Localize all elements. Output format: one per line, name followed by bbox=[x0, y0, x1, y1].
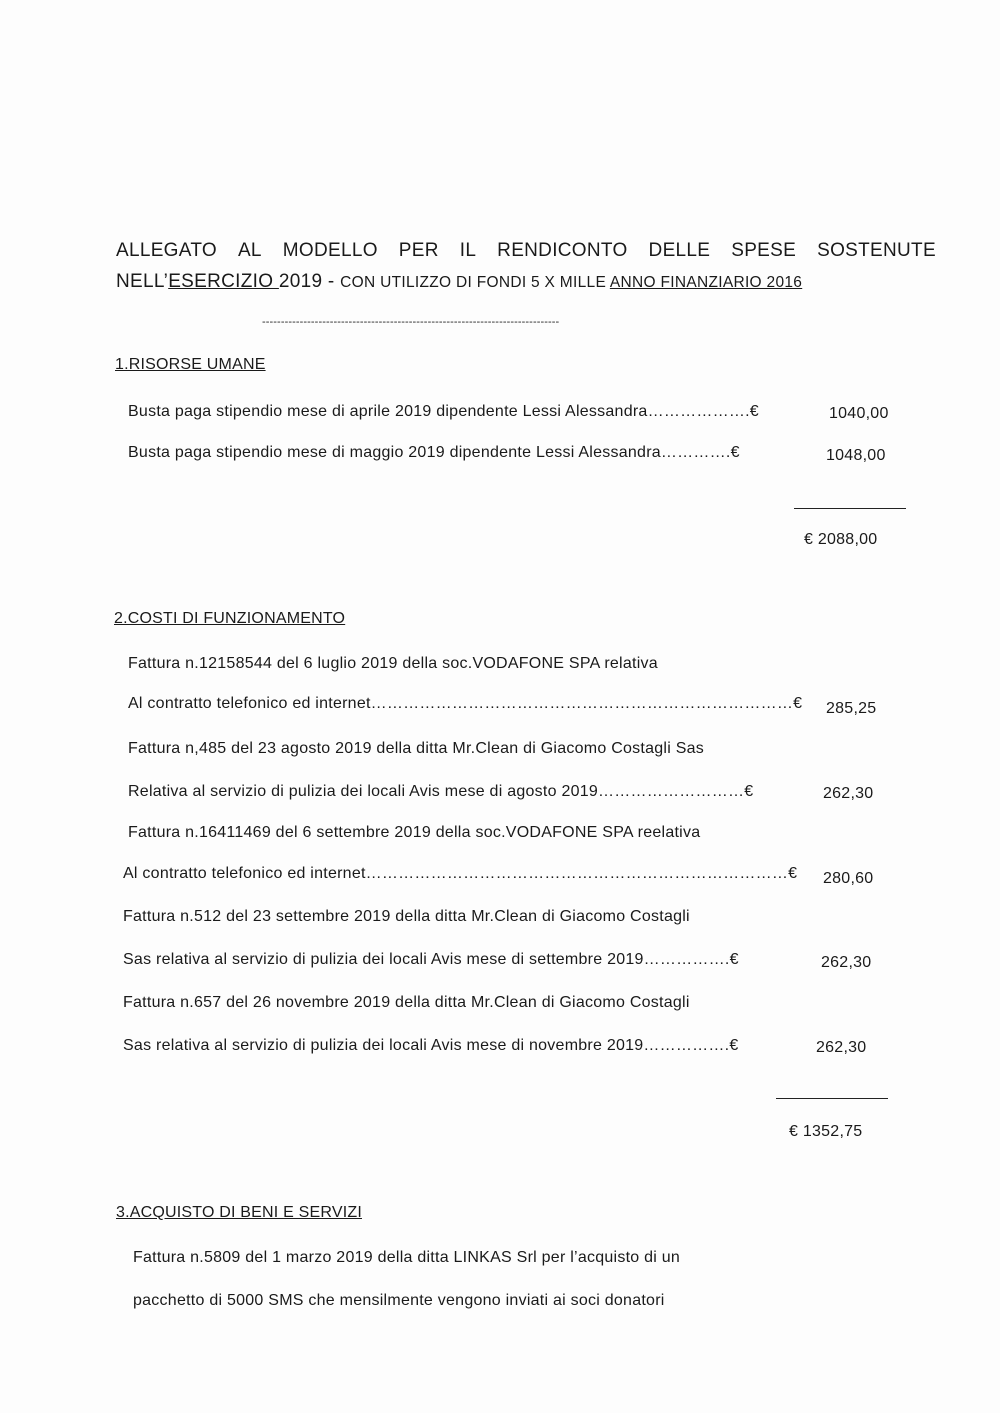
line-item: Fattura n.512 del 23 settembre 2019 della ditta Mr.Clean di Giacomo Costagli bbox=[123, 908, 690, 925]
line-item: Al contratto telefonico ed internet……………………………………………………………………€ bbox=[123, 865, 798, 882]
document-title-line-2 bbox=[116, 271, 802, 293]
line-amount: 1040,00 bbox=[829, 405, 889, 422]
title-prefix: NELL’ bbox=[116, 271, 169, 292]
title-word: AL bbox=[237, 240, 262, 261]
title-word: IL bbox=[459, 240, 477, 261]
title-word: SPESE bbox=[731, 240, 797, 261]
line-amount: 280,60 bbox=[823, 870, 874, 887]
line-item: pacchetto di 5000 SMS che mensilmente vengono inviati ai soci donatori bbox=[133, 1292, 665, 1309]
line-item: Sas relativa al servizio di pulizia dei locali Avis mese di novembre 2019…………….€ bbox=[123, 1037, 739, 1054]
line-amount: 262,30 bbox=[816, 1039, 867, 1056]
line-item: Fattura n.12158544 del 6 luglio 2019 della soc.VODAFONE SPA relativa bbox=[128, 655, 658, 672]
title-word: ALLEGATO bbox=[116, 240, 217, 261]
section-total-risorse: € 2088,00 bbox=[804, 531, 878, 548]
section-heading-costi-funzionamento: 2.COSTI DI FUNZIONAMENTO bbox=[114, 610, 346, 627]
section-heading-risorse-umane: 1.RISORSE UMANE bbox=[115, 356, 266, 373]
line-item: Busta paga stipendio mese di aprile 2019 dipendente Lessi Alessandra……………….€ bbox=[128, 403, 759, 420]
total-rule bbox=[794, 508, 906, 509]
line-item: Relativa al servizio di pulizia dei locali Avis mese di agosto 2019………………………€ bbox=[128, 783, 754, 800]
line-amount: 262,30 bbox=[823, 785, 874, 802]
separator-line: ------------------------------------------------------------------------------- bbox=[262, 316, 560, 328]
title-word: DELLE bbox=[648, 240, 711, 261]
line-item: Fattura n.16411469 del 6 settembre 2019 della soc.VODAFONE SPA reelativa bbox=[128, 824, 701, 841]
document-title-line-1 bbox=[116, 240, 936, 262]
title-word: RENDICONTO bbox=[497, 240, 628, 261]
title-word: SOSTENUTE bbox=[817, 240, 936, 261]
line-amount: 262,30 bbox=[821, 954, 872, 971]
total-rule bbox=[776, 1098, 888, 1099]
title-esercizio: ESERCIZIO bbox=[168, 271, 279, 292]
title-year: 2019 - bbox=[278, 271, 341, 292]
line-amount: 1048,00 bbox=[826, 447, 886, 464]
line-amount: 285,25 bbox=[826, 700, 877, 717]
line-item: Fattura n,485 del 23 agosto 2019 della ditta Mr.Clean di Giacomo Costagli Sas bbox=[128, 740, 705, 757]
title-word: PER bbox=[398, 240, 439, 261]
line-item: Sas relativa al servizio di pulizia dei locali Avis mese di settembre 2019…………….€ bbox=[123, 951, 739, 968]
section-heading-acquisto-beni-servizi: 3.ACQUISTO DI BENI E SERVIZI bbox=[116, 1204, 362, 1221]
line-item: Fattura n.5809 del 1 marzo 2019 della ditta LINKAS Srl per l’acquisto di un bbox=[133, 1249, 681, 1266]
line-item: Fattura n.657 del 26 novembre 2019 della ditta Mr.Clean di Giacomo Costagli bbox=[123, 994, 690, 1011]
line-item: Busta paga stipendio mese di maggio 2019 dipendente Lessi Alessandra………….€ bbox=[128, 444, 740, 461]
title-anno-finanziario: ANNO FINANZIARIO 2016 bbox=[609, 274, 803, 291]
section-total-costi: € 1352,75 bbox=[789, 1123, 863, 1140]
line-item: Al contratto telefonico ed internet……………………………………………………………………€ bbox=[128, 695, 803, 712]
title-fondi: CON UTILIZZO DI FONDI 5 X MILLE bbox=[340, 274, 610, 291]
title-word: MODELLO bbox=[282, 240, 378, 261]
